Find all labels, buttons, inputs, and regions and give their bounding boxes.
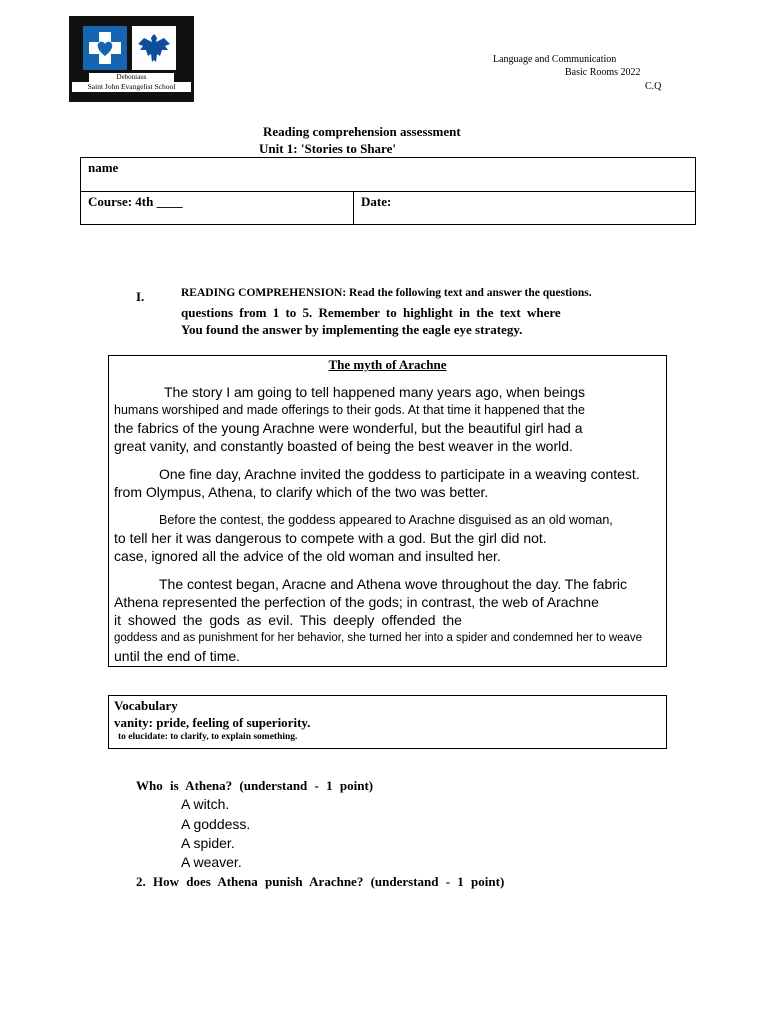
vocabulary-entry: vanity: pride, feeling of superiority. (114, 715, 311, 730)
name-label: name (88, 160, 119, 175)
story-line: until the end of time. (114, 648, 241, 664)
vocabulary-heading: Vocabulary (114, 698, 178, 713)
story-title: The myth of Arachne (328, 357, 447, 372)
logo-caption-top: Deboniaus (89, 73, 174, 82)
story-line: humans worshiped and made offerings to their gods. At that time it happened that the (114, 403, 585, 417)
story-line: Athena represented the perfection of the gods; in contrast, the web of Arachne (114, 594, 599, 610)
header-level: Basic Rooms 2022 (565, 67, 641, 78)
story-line: case, ignored all the advice of the old woman and insulted her. (114, 548, 501, 564)
story-line: goddess and as punishment for her behavior, she turned her into a spider and condemned her to weave (114, 632, 643, 644)
question-1: Who is Athena? (understand - 1 point) (136, 778, 374, 793)
instruction-line-2: questions from 1 to 5. Remember to highlight in the text where (181, 305, 561, 320)
vocabulary-entry: to elucidate: to clarify, to explain something. (118, 732, 298, 742)
instruction-line-1: READING COMPREHENSION: Read the following text and answer the questions. (181, 287, 592, 299)
name-field[interactable] (81, 158, 696, 192)
logo-caption-bottom: Saint John Evangelist School (72, 82, 191, 92)
answer-option[interactable]: A goddess. (181, 816, 251, 832)
eagle-icon (132, 26, 176, 70)
answer-option[interactable]: A witch. (181, 796, 230, 812)
page-title: Reading comprehension assessment (263, 124, 461, 139)
instruction-line-3: You found the answer by implementing the eagle eye strategy. (181, 322, 523, 337)
course-field[interactable] (81, 192, 354, 225)
cross-heart-icon (83, 26, 127, 70)
answer-option[interactable]: A weaver. (181, 854, 242, 870)
story-line: One fine day, Arachne invited the goddess to participate in a weaving contest. (159, 466, 640, 482)
story-line: the fabrics of the young Arachne were wonderful, but the beautiful girl had a (114, 420, 583, 436)
date-label: Date: (361, 194, 392, 209)
story-line: The contest began, Aracne and Athena wove throughout the day. The fabric (159, 576, 628, 592)
story-line: Before the contest, the goddess appeared to Arachne disguised as an old woman, (159, 513, 613, 527)
course-label: Course: 4th ____ (88, 194, 183, 209)
student-info-table (80, 157, 696, 225)
story-line: it showed the gods as evil. This deeply offended the (114, 612, 462, 628)
date-field[interactable] (354, 192, 696, 225)
story-line: The story I am going to tell happened many years ago, when beings (164, 384, 586, 400)
page-subtitle: Unit 1: 'Stories to Share' (259, 141, 396, 156)
answer-option[interactable]: A spider. (181, 835, 235, 851)
header-subject: Language and Communication (493, 54, 617, 65)
section-numeral: I. (136, 289, 145, 304)
header-initials: C.Q (645, 81, 662, 92)
school-logo (69, 16, 194, 102)
question-2: 2. How does Athena punish Arachne? (understand - 1 point) (136, 874, 505, 889)
story-line: from Olympus, Athena, to clarify which of the two was better. (114, 484, 489, 500)
story-line: great vanity, and constantly boasted of being the best weaver in the world. (114, 438, 573, 454)
story-line: to tell her it was dangerous to compete with a god. But the girl did not. (114, 530, 547, 546)
